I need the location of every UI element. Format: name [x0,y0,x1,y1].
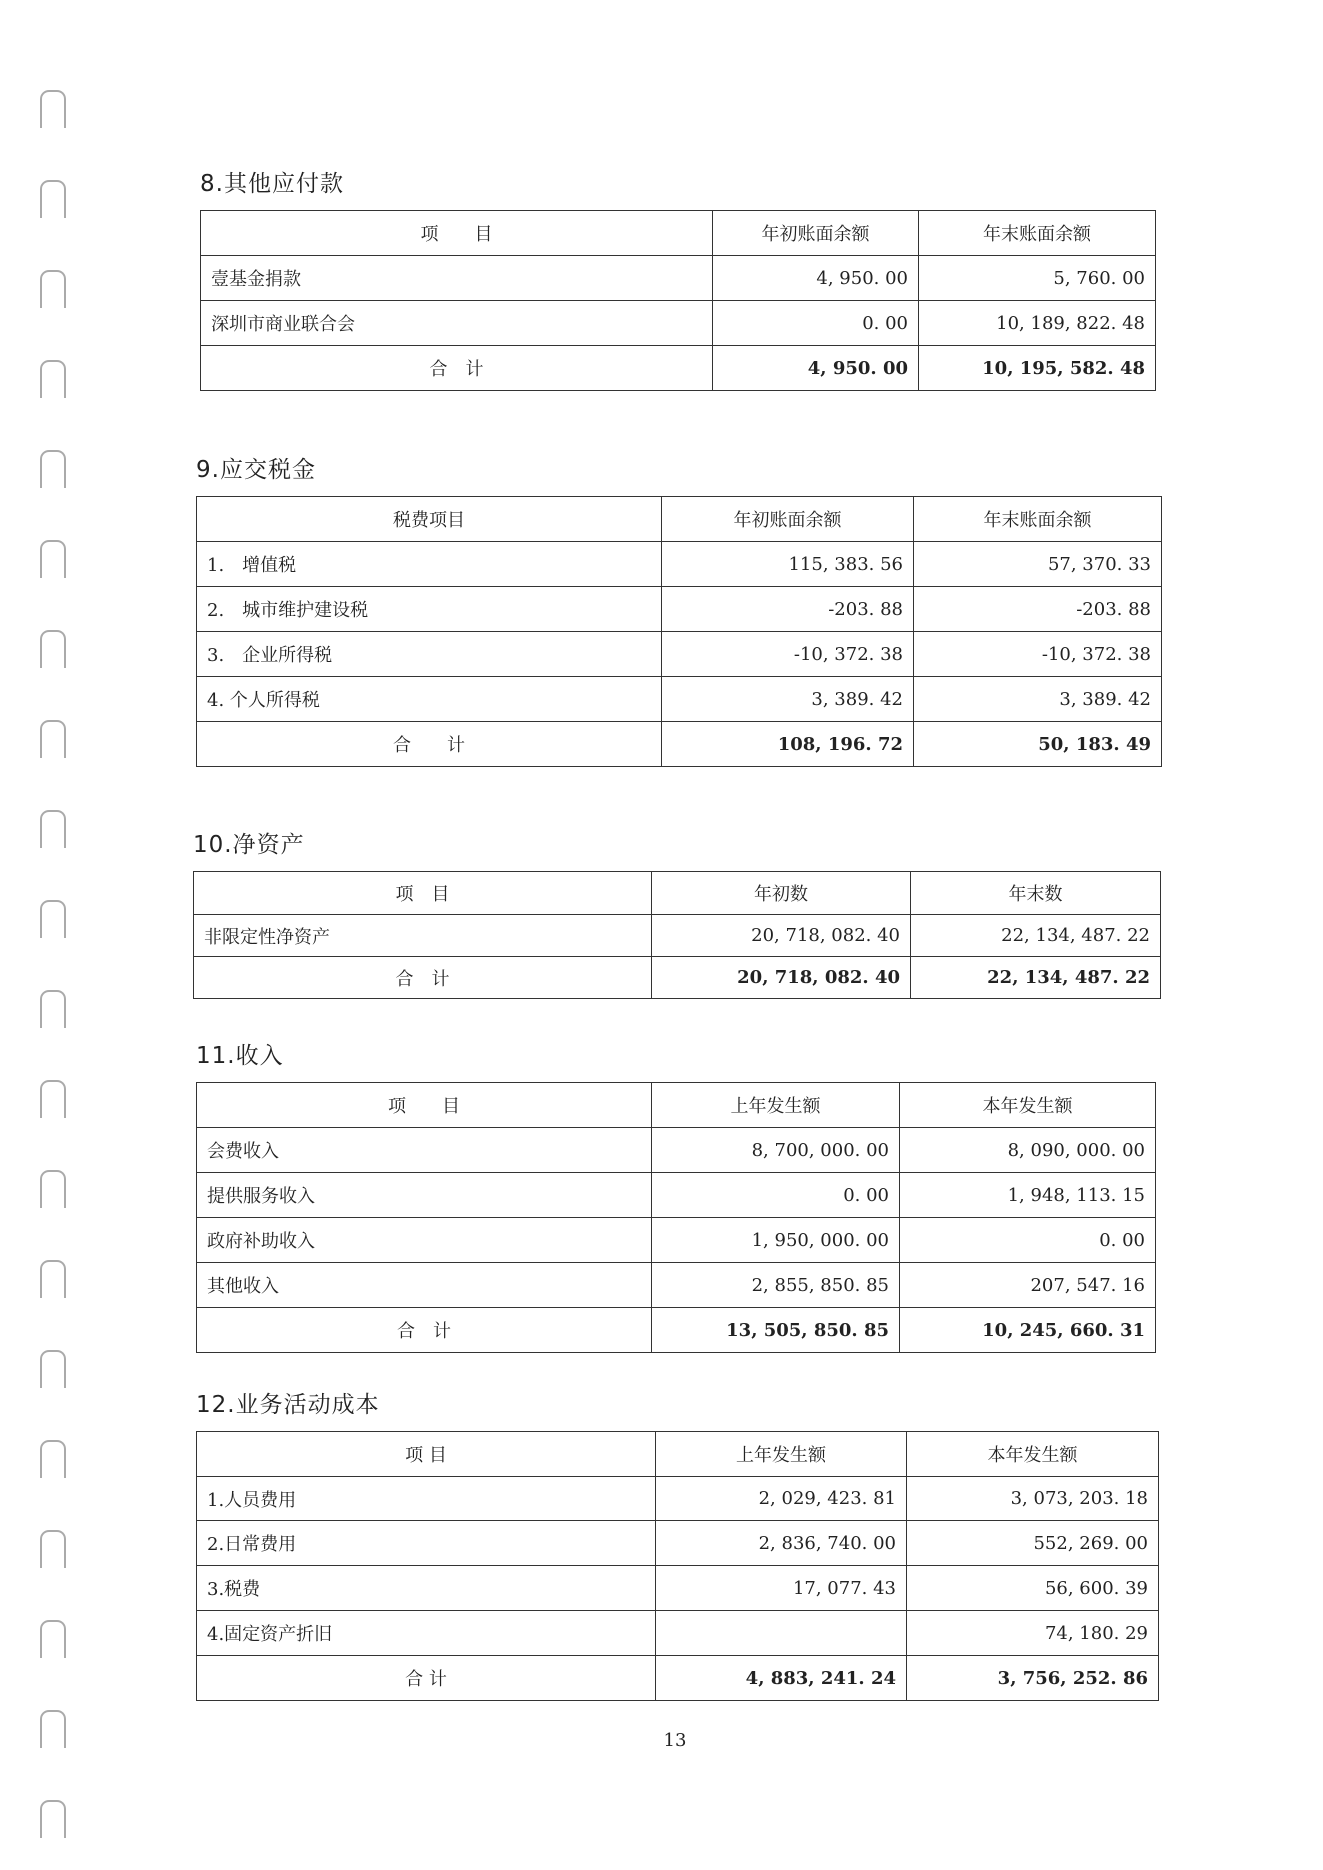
taxes-payable-table [196,496,1162,767]
total-closing: 10, 195, 582. 48 [919,346,1156,391]
table-total-row [194,957,1161,999]
total-label: 合 计 [201,346,713,391]
row-opening: 0. 00 [713,301,919,346]
col-header-closing: 年末账面余额 [914,497,1162,542]
business-costs-table [196,1431,1159,1701]
col-header-item: 项 目 [197,1083,652,1128]
col-header-item: 项 目 [201,211,713,256]
row-label: 4. 个人所得税 [197,677,662,722]
col-header-opening: 年初账面余额 [713,211,919,256]
total-this-year: 10, 245, 660. 31 [900,1308,1156,1353]
binding-hole [40,180,66,218]
total-opening: 4, 950. 00 [713,346,919,391]
row-closing: 5, 760. 00 [919,256,1156,301]
table-total-row [197,1308,1156,1353]
binding-hole [40,810,66,848]
binding-hole [40,1350,66,1388]
section-title: 10.净资产 [193,832,305,858]
binding-hole [40,450,66,488]
table-row [197,1521,1159,1566]
row-closing: 3, 389. 42 [914,677,1162,722]
binding-hole [40,720,66,758]
col-header-closing: 年末账面余额 [919,211,1156,256]
total-prev-year: 13, 505, 850. 85 [652,1308,900,1353]
row-prev-year: 8, 700, 000. 00 [652,1128,900,1173]
col-header-closing: 年末数 [911,872,1161,915]
binding-hole [40,1440,66,1478]
table-row [197,632,1162,677]
table-total-row [201,346,1156,391]
row-this-year: 552, 269. 00 [907,1521,1159,1566]
row-label: 壹基金捐款 [201,256,713,301]
section-business-activity-costs [196,1386,1159,1701]
section-income [196,1037,1156,1353]
row-label: 3. 企业所得税 [197,632,662,677]
row-closing: 57, 370. 33 [914,542,1162,587]
binding-hole [40,540,66,578]
total-label: 合 计 [197,1656,656,1701]
binding-hole [40,360,66,398]
binding-hole [40,1260,66,1298]
row-label: 非限定性净资产 [194,915,652,957]
binding-hole [40,630,66,668]
col-header-opening: 年初账面余额 [662,497,914,542]
table-row [201,256,1156,301]
col-header-item: 项 目 [194,872,652,915]
row-this-year: 3, 073, 203. 18 [907,1477,1159,1521]
col-header-opening: 年初数 [652,872,911,915]
row-this-year: 207, 547. 16 [900,1263,1156,1308]
section-title: 8.其他应付款 [200,171,344,197]
col-header-this-year: 本年发生额 [900,1083,1156,1128]
row-prev-year: 0. 00 [652,1173,900,1218]
row-label: 2. 城市维护建设税 [197,587,662,632]
total-label: 合 计 [197,1308,652,1353]
binding-hole [40,1530,66,1568]
row-closing: 22, 134, 487. 22 [911,915,1161,957]
section-net-assets [193,826,1161,999]
row-closing: 10, 189, 822. 48 [919,301,1156,346]
row-label: 政府补助收入 [197,1218,652,1263]
table-row [197,1611,1159,1656]
table-row [194,915,1161,957]
row-label: 3.税费 [197,1566,656,1611]
row-opening: -203. 88 [662,587,914,632]
table-row [197,587,1162,632]
binding-hole [40,90,66,128]
total-opening: 108, 196. 72 [662,722,914,767]
binding-hole [40,990,66,1028]
row-opening: 3, 389. 42 [662,677,914,722]
row-opening: -10, 372. 38 [662,632,914,677]
row-label: 2.日常费用 [197,1521,656,1566]
row-opening: 20, 718, 082. 40 [652,915,911,957]
section-taxes-payable [196,451,1162,767]
table-row [197,1263,1156,1308]
table-row [197,1218,1156,1263]
row-closing: -203. 88 [914,587,1162,632]
table-row [197,1477,1159,1521]
total-opening: 20, 718, 082. 40 [652,957,911,999]
row-label: 提供服务收入 [197,1173,652,1218]
row-this-year: 74, 180. 29 [907,1611,1159,1656]
income-table [196,1082,1156,1353]
table-row [197,542,1162,587]
table-row [197,1173,1156,1218]
row-label: 1.人员费用 [197,1477,656,1521]
table-header-row [194,872,1161,915]
table-header-row [201,211,1156,256]
total-closing: 22, 134, 487. 22 [911,957,1161,999]
row-this-year: 56, 600. 39 [907,1566,1159,1611]
row-label: 深圳市商业联合会 [201,301,713,346]
row-this-year: 8, 090, 000. 00 [900,1128,1156,1173]
section-title: 11.收入 [196,1043,284,1069]
table-header-row [197,1083,1156,1128]
col-header-this-year: 本年发生额 [907,1432,1159,1477]
binding-hole [40,900,66,938]
total-this-year: 3, 756, 252. 86 [907,1656,1159,1701]
row-prev-year: 2, 855, 850. 85 [652,1263,900,1308]
row-prev-year: 2, 836, 740. 00 [656,1521,907,1566]
total-prev-year: 4, 883, 241. 24 [656,1656,907,1701]
col-header-item: 项 目 [197,1432,656,1477]
table-row [197,1566,1159,1611]
row-closing: -10, 372. 38 [914,632,1162,677]
binding-hole [40,1620,66,1658]
table-header-row [197,1432,1159,1477]
other-payables-table [200,210,1156,391]
row-label: 1. 增值税 [197,542,662,587]
row-this-year: 1, 948, 113. 15 [900,1173,1156,1218]
page-number: 13 [663,1730,687,1751]
table-row [197,677,1162,722]
row-prev-year: 17, 077. 43 [656,1566,907,1611]
table-row [197,1128,1156,1173]
binding-hole [40,1080,66,1118]
total-label: 合 计 [194,957,652,999]
col-header-prev-year: 上年发生额 [656,1432,907,1477]
net-assets-table [193,871,1161,999]
row-label: 会费收入 [197,1128,652,1173]
col-header-item: 税费项目 [197,497,662,542]
binding-holes [30,0,70,1870]
row-this-year: 0. 00 [900,1218,1156,1263]
total-closing: 50, 183. 49 [914,722,1162,767]
section-other-payables [200,165,1156,391]
table-header-row [197,497,1162,542]
row-prev-year: 1, 950, 000. 00 [652,1218,900,1263]
table-total-row [197,1656,1159,1701]
table-row [201,301,1156,346]
row-prev-year [656,1611,907,1656]
row-opening: 115, 383. 56 [662,542,914,587]
col-header-prev-year: 上年发生额 [652,1083,900,1128]
section-title: 9.应交税金 [196,457,316,483]
binding-hole [40,1170,66,1208]
total-label: 合 计 [197,722,662,767]
binding-hole [40,270,66,308]
binding-hole [40,1800,66,1838]
row-label: 4.固定资产折旧 [197,1611,656,1656]
row-opening: 4, 950. 00 [713,256,919,301]
row-prev-year: 2, 029, 423. 81 [656,1477,907,1521]
section-title: 12.业务活动成本 [196,1392,380,1418]
row-label: 其他收入 [197,1263,652,1308]
table-total-row [197,722,1162,767]
